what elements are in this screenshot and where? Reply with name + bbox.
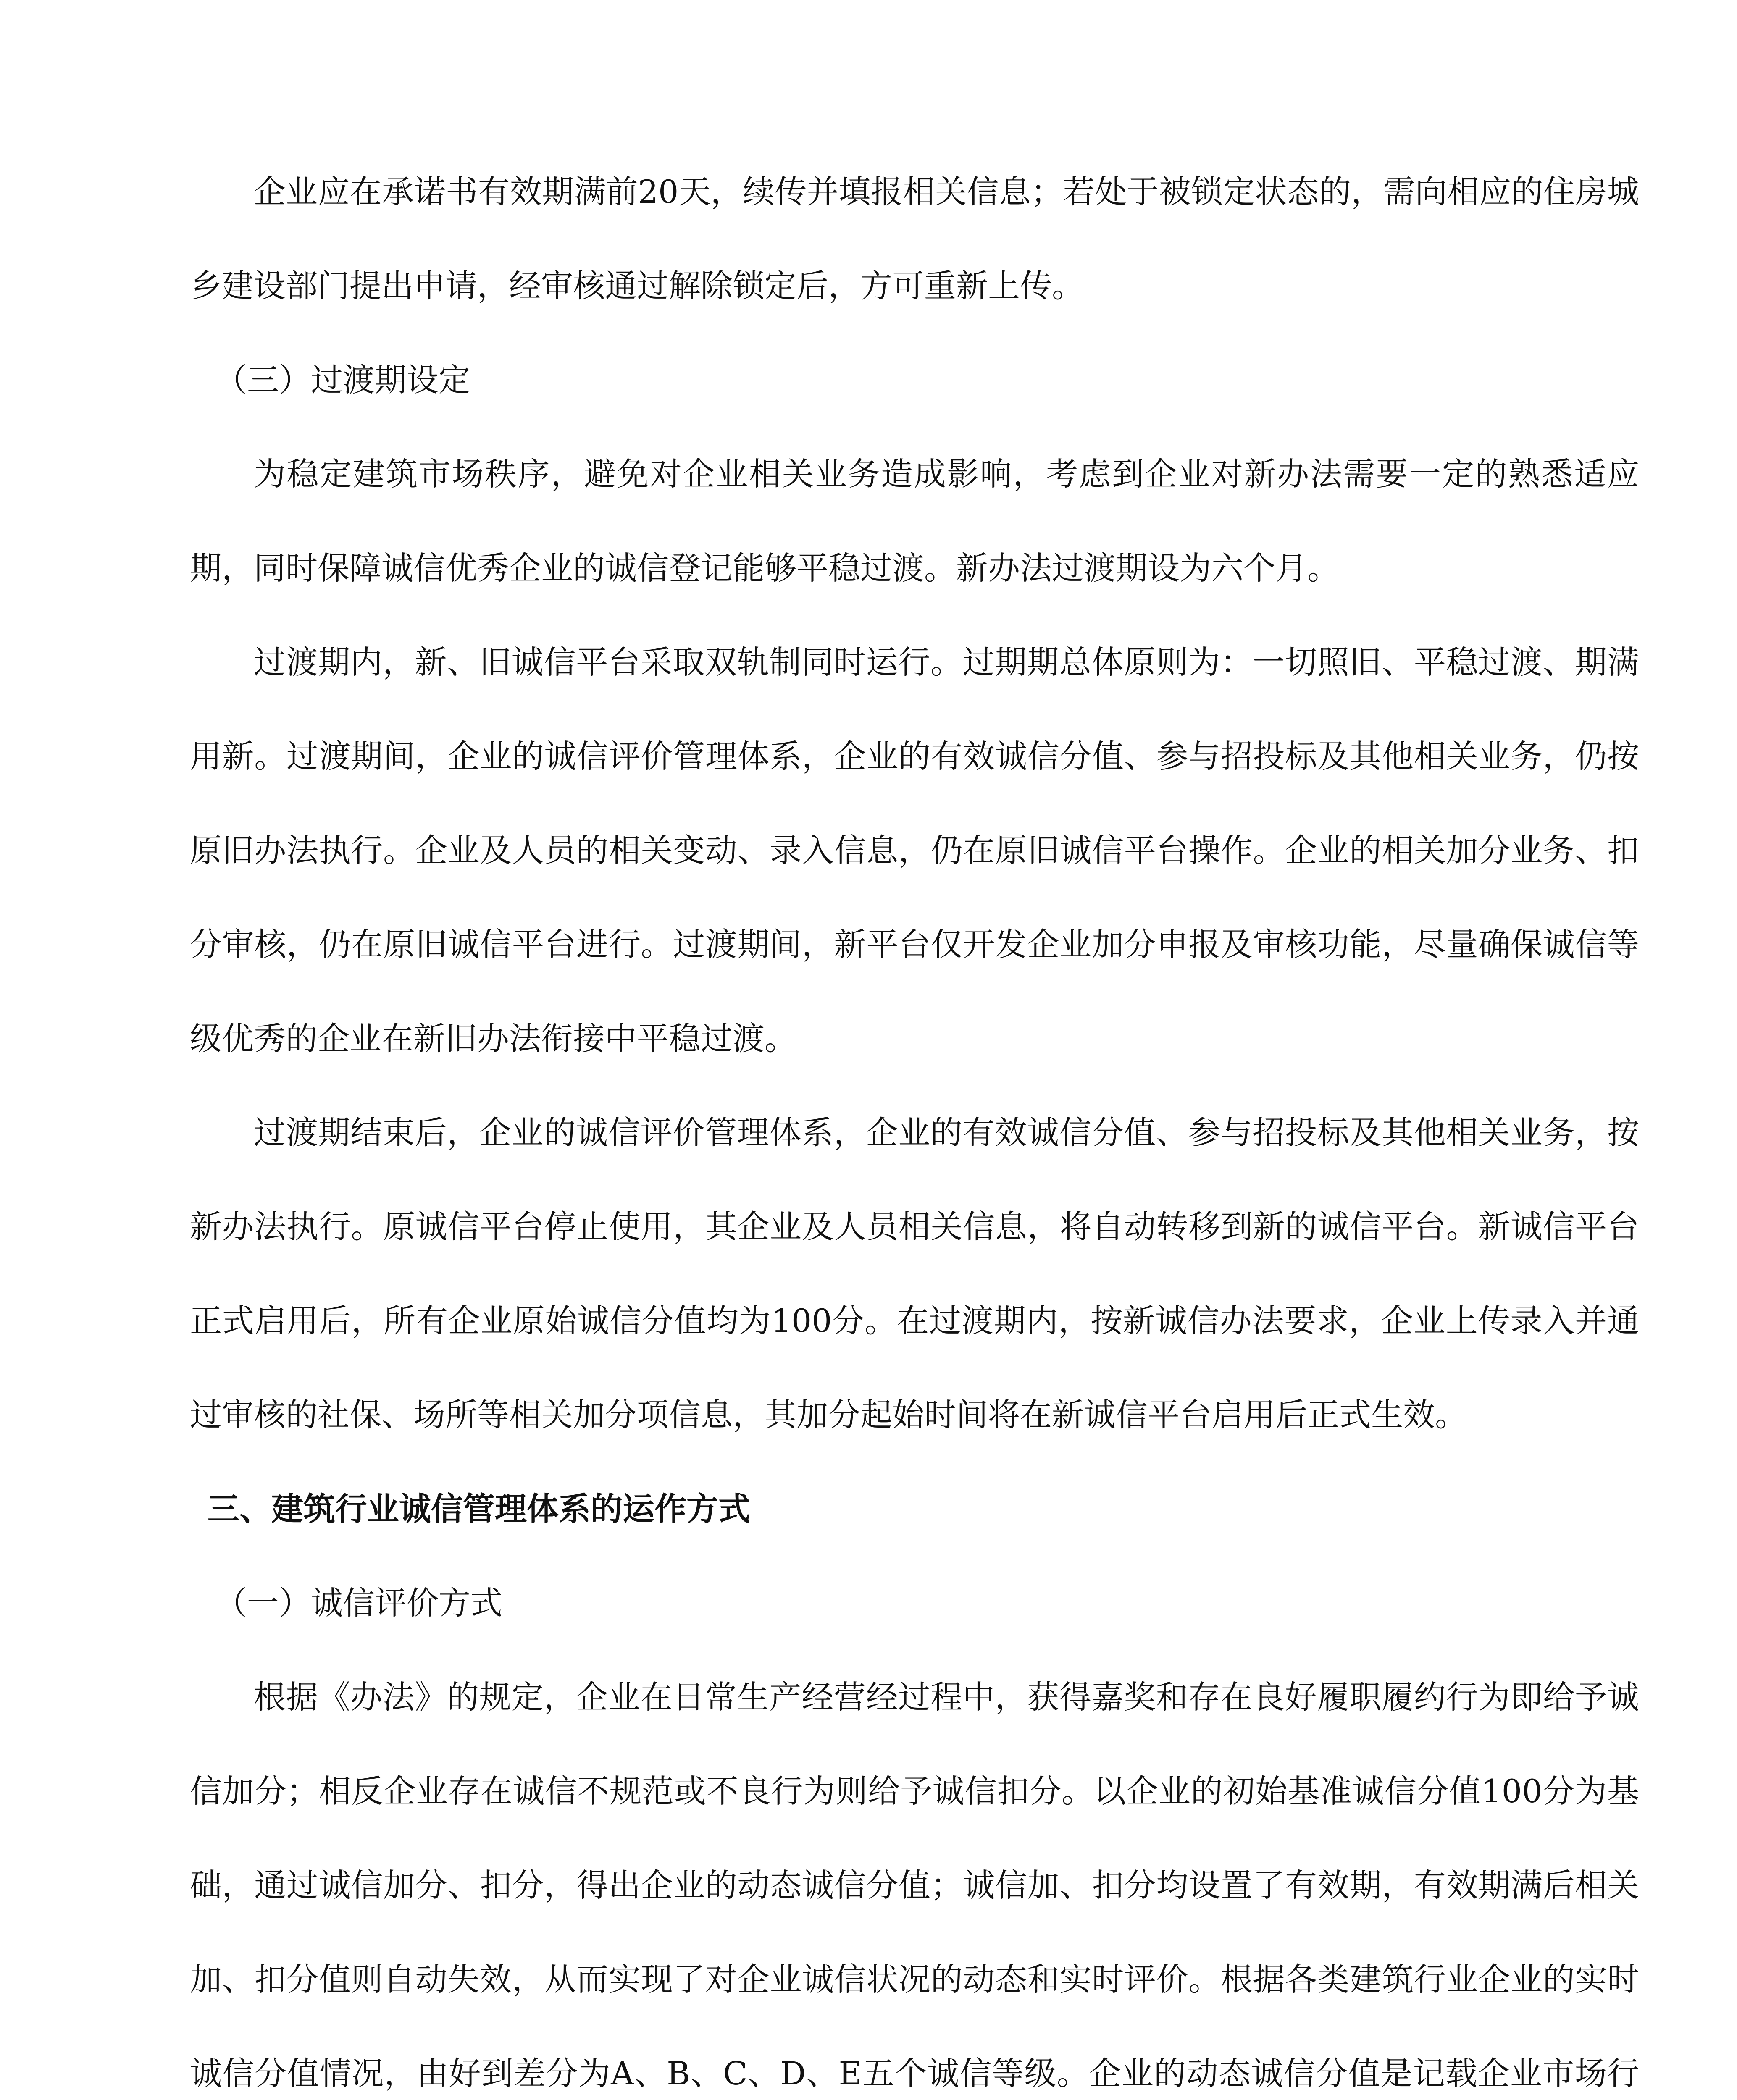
section-heading-operation-mode: 三、建筑行业诚信管理体系的运作方式 [208,1490,750,1528]
paragraph-evaluation-rules: 根据《办法》的规定，企业在日常生产经营经过程中，获得嘉奖和存在良好履职履约行为即给予诚信加分；相反企业存在诚信不规范或不良行为则给予诚信扣分。以企业的初始基准诚信分值100分为基础，通过诚信加分、扣分，得出企业的动态诚信分值；诚信加、扣分均设置了有效期，有效期满后相关加、扣分值则自动失效，从而实现了对企业诚信状况的动态和实时评价。根据各类建筑行业企业的实时诚信分值情况，由好到差分为A、B、C、D、E五个诚信等级。企业的动态诚信分值是记载企业市场行 [190,1678,1639,2092]
document-body [190,145,1639,2100]
subheading-evaluation-method: （一）诚信评价方式 [215,1584,502,1622]
paragraph-dual-track-operation: 过渡期内，新、旧诚信平台采取双轨制同时运行。过期期总体原则为：一切照旧、平稳过渡、期满用新。过渡期间，企业的诚信评价管理体系，企业的有效诚信分值、参与招投标及其他相关业务，仍按原旧办法执行。企业及人员的相关变动、录入信息，仍在原旧诚信平台操作。企业的相关加分业务、扣分审核，仍在原旧诚信平台进行。过渡期间，新平台仅开发企业加分申报及审核功能，尽量确保诚信等级优秀的企业在新旧办法衔接中平稳过渡。 [190,643,1639,1057]
paragraph-renewal-deadline: 企业应在承诺书有效期满前20天，续传并填报相关信息；若处于被锁定状态的，需向相应的住房城乡建设部门提出申请，经审核通过解除锁定后，方可重新上传。 [190,173,1639,304]
paragraph-after-transition: 过渡期结束后，企业的诚信评价管理体系，企业的有效诚信分值、参与招投标及其他相关业务，按新办法执行。原诚信平台停止使用，其企业及人员相关信息，将自动转移到新的诚信平台。新诚信平台正式启用后，所有企业原始诚信分值均为100分。在过渡期内，按新诚信办法要求，企业上传录入并通过审核的社保、场所等相关加分项信息，其加分起始时间将在新诚信平台启用后正式生效。 [190,1114,1639,1433]
paragraph-transition-purpose: 为稳定建筑市场秩序，避免对企业相关业务造成影响，考虑到企业对新办法需要一定的熟悉适应期，同时保障诚信优秀企业的诚信登记能够平稳过渡。新办法过渡期设为六个月。 [190,455,1639,587]
subheading-transition-period: （三）过渡期设定 [215,361,470,399]
